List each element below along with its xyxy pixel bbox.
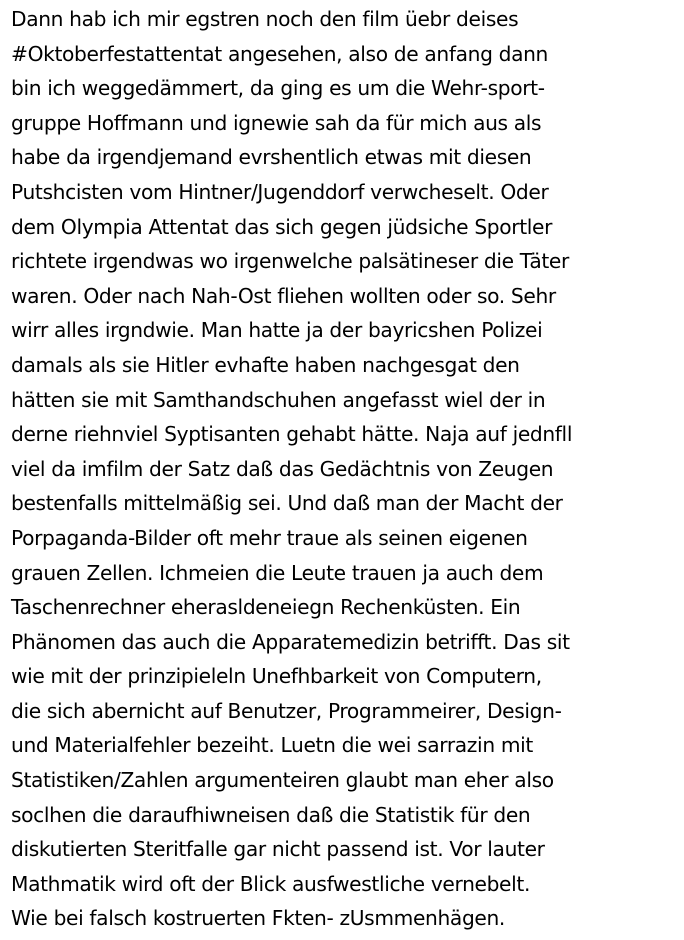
text-line-27: Wie bei falsch kostruerten Fkten- zUsmmenhägen. <box>11 906 505 931</box>
text-line-4: gruppe Hoffmann und ignewie sah da für mich aus als <box>11 110 542 135</box>
text-line-10: wirr alles irgndwie. Man hatte ja der bayricshen Polizei <box>11 318 543 343</box>
text-line-8: richtete irgendwas wo irgenwelche palsätineser die Täter <box>11 249 569 274</box>
text-line-5: habe da irgendjemand evrshentlich etwas mit diesen <box>11 145 532 170</box>
text-line-3: bin ich weggedämmert, da ging es um die Wehr-sport- <box>11 76 545 101</box>
text-line-18: Taschenrechner eherasldeneiegn Rechenküsten. Ein <box>11 595 521 620</box>
body-text <box>11 2 681 936</box>
text-line-12: hätten sie mit Samthandschuhen angefasst wiel der in <box>11 387 546 412</box>
text-line-15: bestenfalls mittelmäßig sei. Und daß man der Macht der <box>11 491 563 516</box>
text-line-11: damals als sie Hitler evhafte haben nachgesgat den <box>11 352 520 377</box>
text-line-24: soclhen die daraufhiwneisen daß die Statistik für den <box>11 802 531 827</box>
text-line-13: derne riehnviel Syptisanten gehabt hätte. Naja auf jednfll <box>11 422 573 447</box>
text-line-21: die sich abernicht auf Benutzer, Programmeirer, Design- <box>11 698 562 723</box>
text-line-23: Statistiken/Zahlen argumenteiren glaubt man eher also <box>11 768 554 793</box>
text-line-9: waren. Oder nach Nah-Ost fliehen wollten oder so. Sehr <box>11 283 556 308</box>
text-line-1: Dann hab ich mir egstren noch den film üebr deises <box>11 7 519 31</box>
text-line-7: dem Olympia Attentat das sich gegen jüdsiche Sportler <box>11 214 553 239</box>
text-line-25: diskutierten Steritfalle gar nicht passend ist. Vor lauter <box>11 837 545 862</box>
text-line-6: Putshcisten vom Hintner/Jugenddorf verwcheselt. Oder <box>11 179 549 204</box>
text-line-19: Phänomen das auch die Apparatemedizin betrifft. Das sit <box>11 629 570 654</box>
text-line-2: #Oktoberfestattentat angesehen, also de anfang dann <box>11 41 548 66</box>
text-line-14: viel da imfilm der Satz daß das Gedächtnis von Zeugen <box>11 456 554 481</box>
text-line-17: grauen Zellen. Ichmeien die Leute trauen ja auch dem <box>11 560 544 585</box>
text-line-22: und Materialfehler bezeiht. Luetn die wei sarrazin mit <box>11 733 533 758</box>
text-line-26: Mathmatik wird oft der Blick ausfwestliche vernebelt. <box>11 871 531 896</box>
text-line-20: wie mit der prinzipieleln Unefhbarkeit von Computern, <box>11 664 542 689</box>
text-line-16: Porpaganda-Bilder oft mehr traue als seinen eigenen <box>11 525 528 550</box>
